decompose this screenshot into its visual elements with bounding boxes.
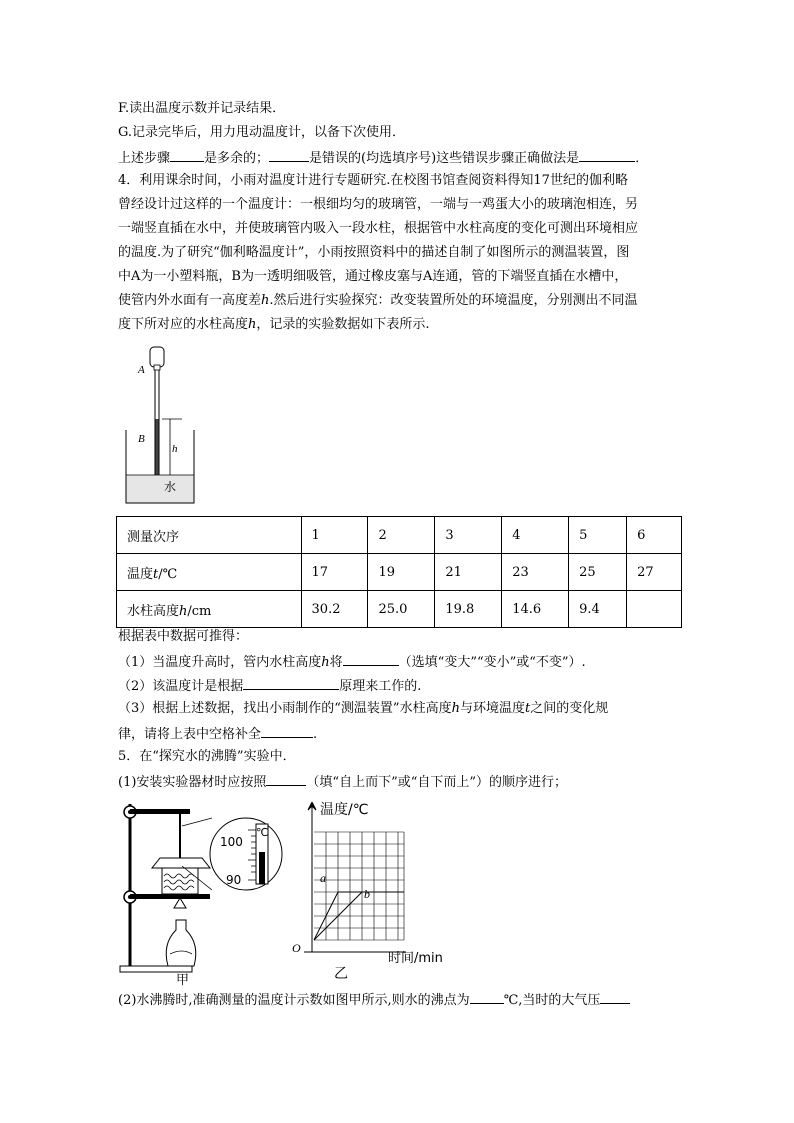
answer-blank[interactable] [343,653,399,666]
answer-blank[interactable] [470,991,504,1004]
symbol-h: h [248,317,257,332]
symbol-h: h [321,655,330,670]
q4-line-5: 中A为一小塑料瓶，B为一透明细吸管，通过橡皮塞与A连通，管的下端竖直插在水槽中， [118,269,628,284]
symbol-t: t [524,701,531,716]
answer-blank[interactable] [266,773,306,786]
q5-part-2-text-a: (2)水沸腾时,准确测量的温度计示数如图甲所示,则水的沸点为 [118,993,470,1008]
answer-blank[interactable] [579,149,635,162]
table-header-cell: 5 [569,517,627,554]
q4-line-7-a: 度下所对应的水柱高度 [118,317,249,332]
part-3-line-2 [118,725,317,743]
q5-title: 5．在“探究水的沸腾”实验中． [118,749,296,764]
symbol-h: h [179,603,188,619]
part-3-line-1 [118,701,608,717]
temperature-time-graph-yi [292,801,443,982]
summary-text-a: 上述步骤 [118,151,171,166]
galileo-thermometer-figure [120,345,200,507]
table-cell: 25 [569,554,627,591]
y-axis-label: 温度/℃ [320,802,369,818]
part-3-text-e: . [313,727,318,742]
table-cell: 27 [627,554,682,591]
origin-label: O [292,941,301,955]
label-b: B [138,433,145,445]
thermometer-100: 100 [220,835,243,849]
answer-blank[interactable] [261,725,313,738]
q4-line-7-b: ，记录的实验数据如下表所示. [256,317,430,332]
summary-text-b: 是多余的； [204,151,270,166]
step-f: F.读出温度示数并记录结果． [118,101,286,116]
empty-answer-cell[interactable] [627,591,682,628]
beaker-lid [152,858,210,868]
part-3-text-a: （3）根据上述数据，找出小雨制作的“测温装置”水柱高度 [118,701,452,716]
part-1-text-b: 将 [329,655,343,670]
q5-part-2-text-b: ℃,当时的大气压 [503,993,601,1008]
symbol-h: h [261,293,270,308]
table-header-cell: 4 [502,517,569,554]
boiling-experiment-figure [116,796,462,988]
table-cell: 19 [368,554,435,591]
steps-summary [118,149,648,167]
curve-b-label: b [364,887,370,901]
curve-a-label: a [320,871,326,885]
ring-support [130,894,210,899]
q4-line-2: 曾经设计过这样的一个温度计：一根细均匀的玻璃管，一端与一鸡蛋大小的玻璃泡相连，另 [118,197,639,212]
part-2 [118,677,421,695]
part-1-text-c: （选填“变大”“变小”或“不变”）. [398,655,586,670]
part-1 [118,653,586,671]
bottle-a [150,347,164,367]
table-header-cell: 1 [301,517,368,554]
q5-part-1 [118,773,567,791]
label-water: 水 [164,480,177,494]
part-2-text-b: 原理来工作的. [339,679,422,694]
part-3-text-b: 与环境温度 [459,701,525,716]
answer-blank[interactable] [170,149,204,162]
height-label-text: 水柱高度 [127,603,180,619]
table-cell: 25.0 [368,591,435,628]
measurement-table [116,516,682,628]
answer-blank[interactable] [269,149,309,162]
q4-line-3: 一端竖直插在水中，并使玻璃管内吸入一段水柱，根据管中水柱高度的变化可测出环境相应 [118,221,639,236]
height-label [117,591,302,628]
table-cell: 30.2 [301,591,368,628]
height-unit: /cm [187,603,212,619]
q4-line-7 [118,317,430,333]
q5-part-2 [118,991,630,1009]
rubber-stopper [154,365,160,370]
table-cell: 17 [301,554,368,591]
table-row [117,591,682,628]
stand-base [120,966,192,972]
step-g: G.记录完毕后，用力甩动温度计，以备下次使用． [118,125,406,140]
table-cell: 21 [435,554,502,591]
q4-line-4: 的温度.为了研究“伽利略温度计”，小雨按照资料中的描述自制了如图所示的测温装置，图 [118,245,630,260]
table-row [117,517,682,554]
part-1-text-a: （1）当温度升高时，管内水柱高度 [118,655,322,670]
inference-intro: 根据表中数据可推得： [118,629,249,644]
temperature-unit: /℃ [158,566,178,582]
label-h: h [172,443,178,455]
mercury-column [259,852,265,884]
flame [174,898,186,908]
zoom-line-top [182,818,212,826]
answer-blank[interactable] [600,991,630,1004]
table-header-cell: 6 [627,517,682,554]
temperature-label-text: 温度 [127,566,154,582]
q4-line-6-a: 使管内外水面有一高度差 [118,293,262,308]
part-3-text-d: 律，请将上表中空格补全 [118,727,262,742]
q5-part-1-text-b: （填“自上而下”或“自下而上”）的顺序进行； [306,775,568,790]
part-3-text-c: 之间的变化规 [530,701,609,716]
alcohol-lamp [166,920,196,966]
answer-blank[interactable] [243,677,339,690]
table-header-cell: 2 [368,517,435,554]
table-cell: 23 [502,554,569,591]
q4-line-6-b: .然后进行实验探究：改变装置所处的环境温度，分别测出不同温 [269,293,638,308]
symbol-h: h [451,701,460,716]
boiling-apparatus-jia [120,804,282,988]
thermometer-90: 90 [226,873,242,887]
summary-end: ． [635,151,649,166]
table-row [117,554,682,591]
part-2-text-a: （2）该温度计是根据 [118,679,244,694]
caption-jia: 甲 [176,973,190,988]
q4-line-1: 4．利用课余时间，小雨对温度计进行专题研究.在校图书馆查阅资料得知17世纪的伽利略 [118,173,628,188]
tank-water [127,475,194,503]
summary-text-c: 是错误的(均选填序号)这些错误步骤正确做法是 [309,151,580,166]
label-a: A [138,364,145,376]
thermometer-zoom-circle [210,818,282,890]
q5-part-1-text-a: (1)安装实验器材时应按照 [118,775,267,790]
temperature-label [117,554,302,591]
caption-yi: 乙 [334,966,348,982]
table-header-cell: 3 [435,517,502,554]
graph-grid [314,832,404,940]
table-cell: 9.4 [569,591,627,628]
table-header-cell: 测量次序 [117,517,302,554]
x-axis-label: 时间/min [388,951,443,966]
thermometer-unit: ℃ [256,826,269,839]
table-cell: 19.8 [435,591,502,628]
upper-arm [130,809,190,814]
q4-line-6 [118,293,638,309]
table-cell: 14.6 [502,591,569,628]
symbol-t: t [153,566,159,582]
